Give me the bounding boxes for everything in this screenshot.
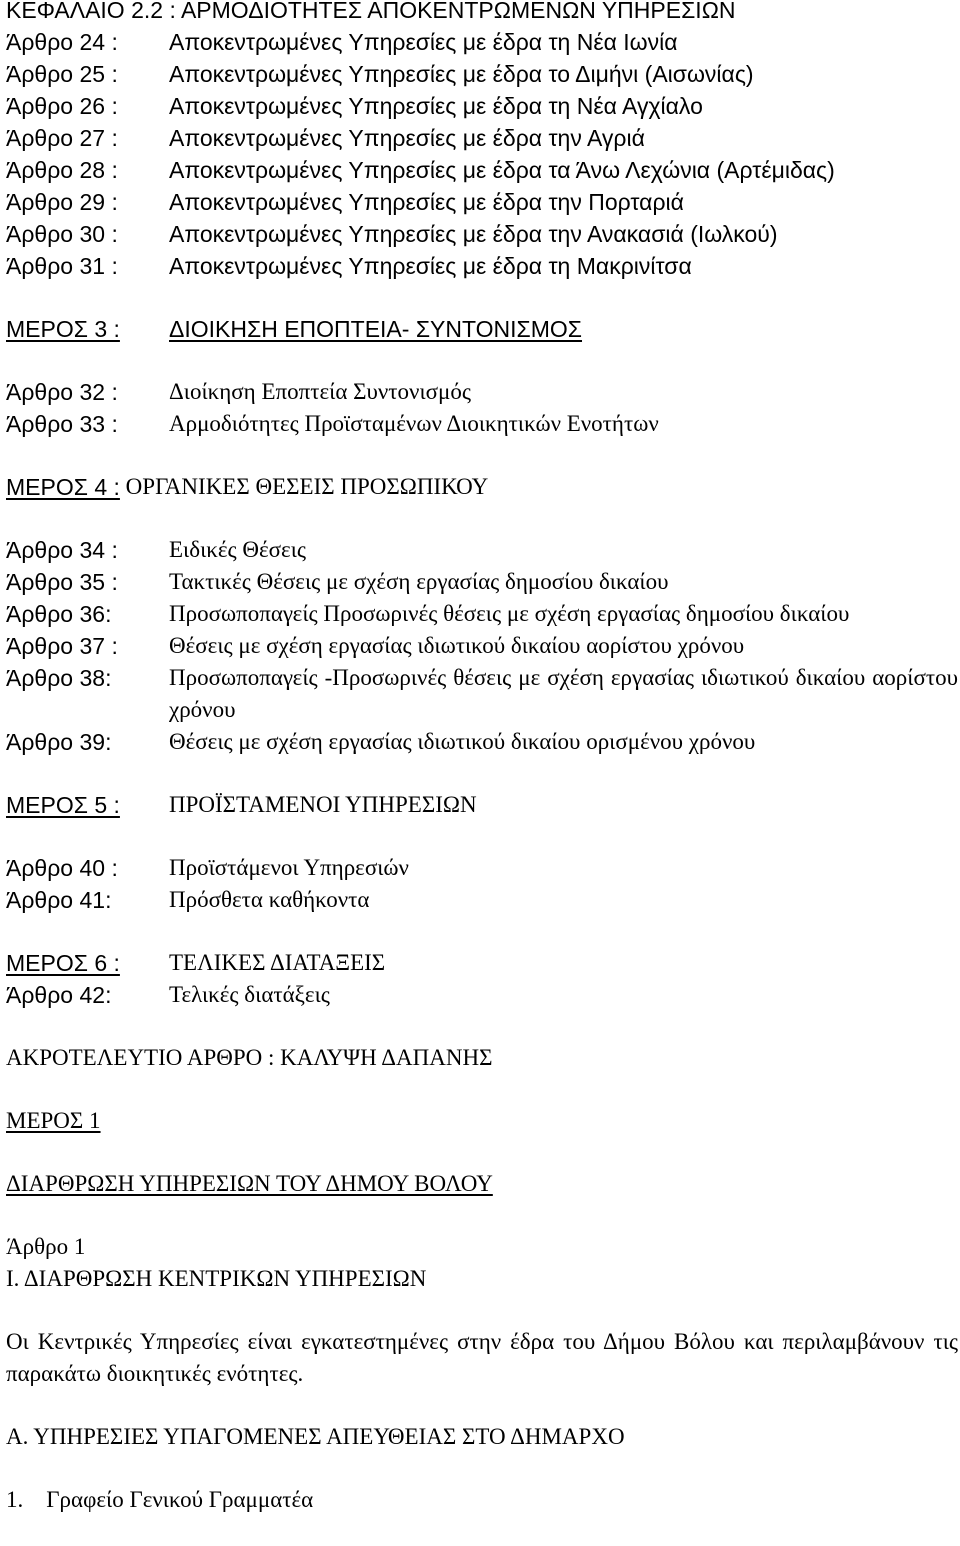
spacer bbox=[6, 440, 958, 471]
section-i-heading: Ι. ΔΙΑΡΘΡΩΣΗ ΚΕΝΤΡΙΚΩΝ ΥΠΗΡΕΣΙΩΝ bbox=[6, 1266, 427, 1291]
toc-row-article-40: Άρθρο 40 : Προϊστάμενοι Υπηρεσιών bbox=[6, 855, 409, 881]
toc-row-article-34: Άρθρο 34 : Ειδικές Θέσεις bbox=[6, 537, 306, 563]
list-item-1: 1. Γραφείο Γενικού Γραμματέα bbox=[6, 1487, 314, 1512]
spacer bbox=[6, 282, 958, 313]
part-3-title: ΔΙΟΙΚΗΣΗ ΕΠΟΠΤΕΙΑ- ΣΥΝΤΟΝΙΣΜΟΣ bbox=[169, 316, 583, 342]
part-6-heading bbox=[6, 947, 958, 979]
part-5-heading bbox=[6, 789, 958, 821]
section-i-paragraph: Οι Κεντρικές Υπηρεσίες είναι εγκατεστημένες στην έδρα του Δήμου Βόλου και περιλαμβάνουν τις παρακάτω διοικητικές ενότητες. bbox=[6, 1329, 958, 1386]
spacer bbox=[6, 1390, 958, 1421]
toc-row-article-29: Άρθρο 29 : Αποκεντρωμένες Υπηρεσίες με έδρα την Πορταριά bbox=[6, 189, 684, 215]
toc-row-article-42: Άρθρο 42: Τελικές διατάξεις bbox=[6, 982, 330, 1008]
part-1-heading: ΜΕΡΟΣ 1 bbox=[6, 1108, 101, 1133]
part-4-title: ΟΡΓΑΝΙΚΕΣ ΘΕΣΕΙΣ ΠΡΟΣΩΠΙΚΟΥ bbox=[125, 474, 489, 499]
spacer bbox=[6, 1137, 958, 1168]
chapter-2-2-section bbox=[6, 0, 958, 282]
toc-row-article-35: Άρθρο 35 : Τακτικές Θέσεις με σχέση εργασίας δημοσίου δικαίου bbox=[6, 569, 669, 595]
spacer bbox=[6, 758, 958, 789]
spacer bbox=[6, 1074, 958, 1105]
toc-row-article-25: Άρθρο 25 : Αποκεντρωμένες Υπηρεσίες με έδρα το Διμήνι (Αισωνίας) bbox=[6, 61, 754, 87]
part-6-label: ΜΕΡΟΣ 6 : bbox=[6, 950, 120, 976]
toc-row-article-28: Άρθρο 28 : Αποκεντρωμένες Υπηρεσίες με έδρα τα Άνω Λεχώνια (Αρτέμιδας) bbox=[6, 157, 835, 183]
toc-row-article-26: Άρθρο 26 : Αποκεντρωμένες Υπηρεσίες με έδρα τη Νέα Αγχίαλο bbox=[6, 93, 703, 119]
section-a-heading: Α. ΥΠΗΡΕΣΙΕΣ ΥΠΑΓΟΜΕΝΕΣ ΑΠΕΥΘΕΙΑΣ ΣΤΟ ΔΗΜΑΡΧΟ bbox=[6, 1424, 625, 1449]
spacer bbox=[6, 916, 958, 947]
part-5-title: ΠΡΟΪΣΤΑΜΕΝΟΙ ΥΠΗΡΕΣΙΩΝ bbox=[169, 792, 477, 817]
spacer bbox=[6, 1295, 958, 1326]
spacer bbox=[6, 1453, 958, 1484]
toc-row-article-41: Άρθρο 41: Πρόσθετα καθήκοντα bbox=[6, 887, 370, 913]
spacer bbox=[6, 1011, 958, 1042]
toc-row-article-32: Άρθρο 32 : Διοίκηση Εποπτεία Συντονισμός bbox=[6, 379, 471, 405]
toc-row-article-38: Άρθρο 38: Προσωποπαγείς -Προσωρινές θέσεις με σχέση εργασίας ιδιωτικού δικαίου αορίστου χρόνου bbox=[6, 665, 958, 722]
document-page bbox=[6, 0, 958, 1516]
toc-row-article-37: Άρθρο 37 : Θέσεις με σχέση εργασίας ιδιωτικού δικαίου αορίστου χρόνου bbox=[6, 633, 745, 659]
spacer bbox=[6, 821, 958, 852]
part-4-label: ΜΕΡΟΣ 4 : bbox=[6, 474, 120, 500]
part-6-title: ΤΕΛΙΚΕΣ ΔΙΑΤΑΞΕΙΣ bbox=[169, 950, 386, 975]
toc-row-article-31: Άρθρο 31 : Αποκεντρωμένες Υπηρεσίες με έδρα τη Μακρινίτσα bbox=[6, 253, 692, 279]
toc-row-article-24: Άρθρο 24 : Αποκεντρωμένες Υπηρεσίες με έδρα τη Νέα Ιωνία bbox=[6, 29, 678, 55]
spacer bbox=[6, 1200, 958, 1231]
part-4-heading bbox=[6, 471, 958, 503]
final-article-heading: ΑΚΡΟΤΕΛΕΥΤΙΟ ΑΡΘΡΟ : ΚΑΛΥΨΗ ΔΑΠΑΝΗΣ bbox=[6, 1045, 493, 1070]
toc-row-article-30: Άρθρο 30 : Αποκεντρωμένες Υπηρεσίες με έδρα την Ανακασιά (Ιωλκού) bbox=[6, 221, 778, 247]
toc-row-article-36: Άρθρο 36: Προσωποπαγείς Προσωρινές θέσεις με σχέση εργασίας δημοσίου δικαίου bbox=[6, 601, 850, 627]
part-1-title: ΔΙΑΡΘΡΩΣΗ ΥΠΗΡΕΣΙΩΝ ΤΟΥ ΔΗΜΟΥ ΒΟΛΟΥ bbox=[6, 1171, 493, 1196]
spacer bbox=[6, 503, 958, 534]
spacer bbox=[6, 345, 958, 376]
part-3-heading bbox=[6, 313, 958, 345]
toc-row-article-27: Άρθρο 27 : Αποκεντρωμένες Υπηρεσίες με έδρα την Αγριά bbox=[6, 125, 645, 151]
article-1-heading: Άρθρο 1 bbox=[6, 1234, 86, 1259]
chapter-2-2-heading: ΚΕΦΑΛΑΙΟ 2.2 : ΑΡΜΟΔΙΟΤΗΤΕΣ ΑΠΟΚΕΝΤΡΩΜΕΝΩΝ ΥΠΗΡΕΣΙΩΝ bbox=[6, 0, 736, 23]
part-3-label: ΜΕΡΟΣ 3 : bbox=[6, 316, 120, 342]
part-5-label: ΜΕΡΟΣ 5 : bbox=[6, 792, 120, 818]
toc-row-article-33: Άρθρο 33 : Αρμοδιότητες Προϊσταμένων Διοικητικών Ενοτήτων bbox=[6, 411, 659, 437]
toc-row-article-39: Άρθρο 39: Θέσεις με σχέση εργασίας ιδιωτικού δικαίου ορισμένου χρόνου bbox=[6, 729, 756, 755]
